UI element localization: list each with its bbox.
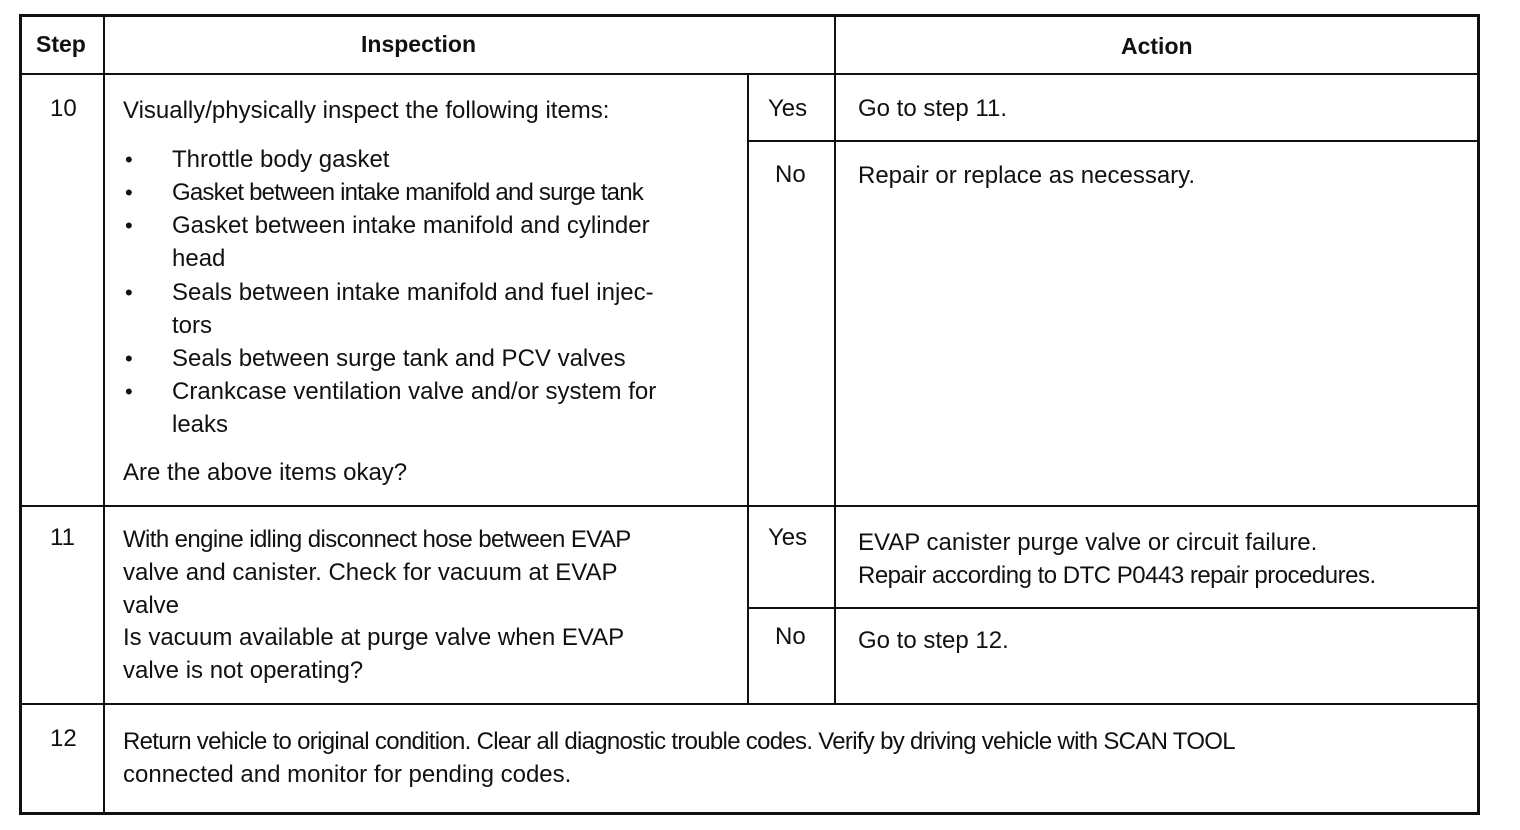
diagnostic-table	[19, 14, 1480, 815]
list-item: Crankcase ventilation valve and/or system for	[172, 378, 657, 405]
bullet: •	[125, 346, 133, 371]
step-number: 11	[50, 524, 75, 551]
list-item: Throttle body gasket	[172, 146, 390, 173]
no-action: Go to step 12.	[858, 627, 1009, 654]
step12-text-line: connected and monitor for pending codes.	[123, 761, 572, 788]
header-divider	[19, 73, 1480, 75]
yes-action-line: EVAP canister purge valve or circuit failure.	[858, 529, 1318, 556]
header-step: Step	[36, 31, 86, 57]
list-item: Seals between intake manifold and fuel injec-	[172, 279, 654, 306]
list-item-continuation: head	[172, 245, 226, 272]
list-item: Gasket between intake manifold and cylinder	[172, 212, 650, 239]
row11-divider	[19, 703, 1480, 705]
no-action: Repair or replace as necessary.	[858, 162, 1196, 189]
yes-action: Go to step 11.	[858, 95, 1007, 122]
no-label: No	[775, 161, 806, 188]
yes-action-line: Repair according to DTC P0443 repair procedures.	[858, 562, 1376, 589]
step-number: 12	[50, 725, 77, 752]
list-item: Seals between surge tank and PCV valves	[172, 345, 626, 372]
list-item: Gasket between intake manifold and surge tank	[172, 179, 643, 206]
yes-no-column-divider	[747, 74, 749, 704]
bullet: •	[125, 379, 133, 404]
no-label: No	[775, 623, 806, 650]
header-action: Action	[1121, 33, 1193, 59]
bullet: •	[125, 147, 133, 172]
bullet: •	[125, 180, 133, 205]
yes-label: Yes	[768, 95, 808, 122]
step-column-divider	[103, 14, 105, 815]
inspection-line: valve is not operating?	[123, 657, 364, 684]
action-column-divider	[834, 14, 836, 704]
inspection-line: Is vacuum available at purge valve when EVAP	[123, 624, 625, 651]
row11-yes-no-divider	[748, 607, 1480, 609]
inspection-intro: Visually/physically inspect the following items:	[123, 97, 610, 124]
list-item-continuation: tors	[172, 312, 213, 339]
row10-divider	[19, 505, 1480, 507]
inspection-line: valve and canister. Check for vacuum at EVAP	[123, 559, 618, 586]
inspection-line: With engine idling disconnect hose between EVAP	[123, 526, 631, 553]
bullet: •	[125, 213, 133, 238]
row10-yes-no-divider	[748, 140, 1480, 142]
header-inspection: Inspection	[361, 31, 477, 57]
yes-label: Yes	[768, 524, 808, 551]
bullet: •	[125, 280, 133, 305]
inspection-line: valve	[123, 592, 180, 619]
list-item-continuation: leaks	[172, 411, 229, 438]
inspection-question: Are the above items okay?	[123, 459, 408, 486]
step12-text-line: Return vehicle to original condition. Clear all diagnostic trouble codes. Verify by driving vehicle with SCAN TOOL	[123, 728, 1235, 755]
step-number: 10	[50, 95, 77, 122]
